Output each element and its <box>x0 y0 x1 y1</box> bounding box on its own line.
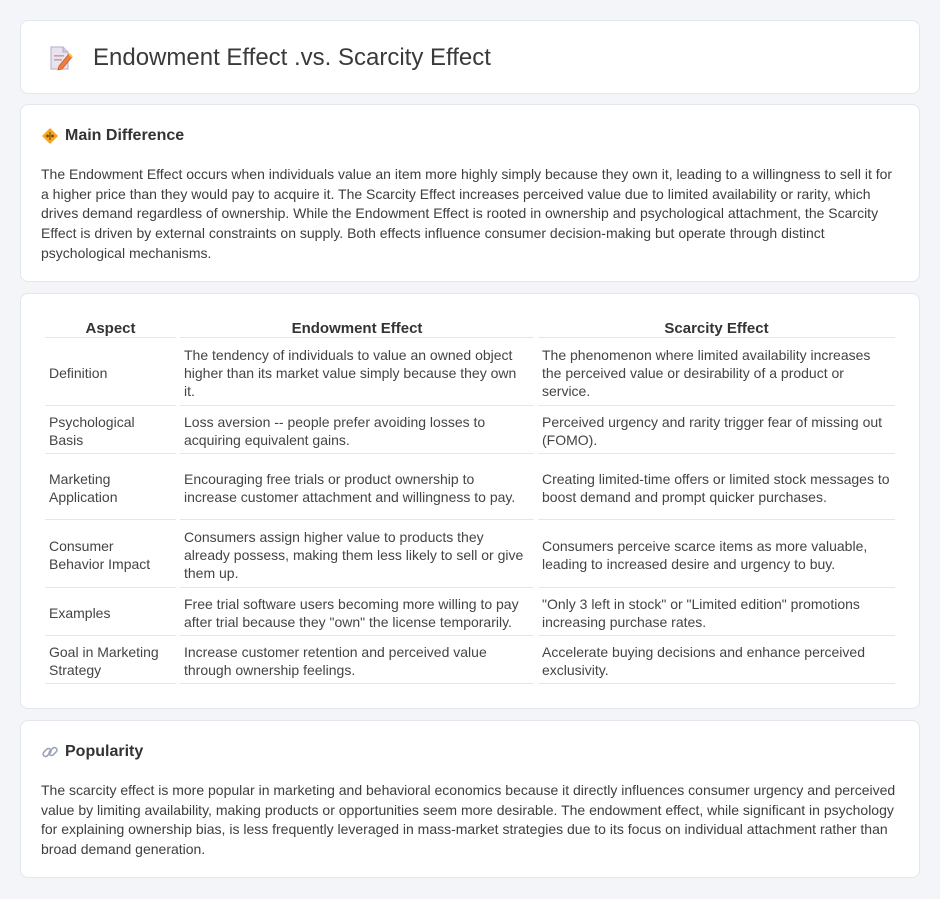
row-scarcity: Accelerate buying decisions and enhance perceived exclusivity. <box>538 638 895 684</box>
table-row <box>45 408 895 454</box>
header-scarcity: Scarcity Effect <box>538 316 895 338</box>
row-aspect: Examples <box>45 590 176 636</box>
row-aspect: Marketing Application <box>45 456 176 520</box>
popularity-heading <box>41 743 143 761</box>
document-edit-icon <box>47 45 73 71</box>
popularity-text: The scarcity effect is more popular in marketing and behavioral economics because it directly influences consumer urgency and perceived value by limiting availability, making products or opportunities seem more desirable. The endowment effect, while significant in psychology for explaining ownership bias, is less frequently leveraged in mass-market strategies due to its focus on individual attachment rather than broad demand generation. <box>41 782 896 858</box>
page-title: Endowment Effect .vs. Scarcity Effect <box>93 44 491 71</box>
header-endowment: Endowment Effect <box>180 316 534 338</box>
table-row <box>45 590 895 636</box>
table-header-row <box>45 316 895 338</box>
row-scarcity: "Only 3 left in stock" or "Limited edition" promotions increasing purchase rates. <box>538 590 895 636</box>
table-row <box>45 522 895 588</box>
title-card <box>20 20 920 94</box>
link-icon <box>41 743 59 761</box>
row-aspect: Goal in Marketing Strategy <box>45 638 176 684</box>
row-scarcity: The phenomenon where limited availability increases the perceived value or desirability of a product or service. <box>538 340 895 406</box>
row-endowment: Encouraging free trials or product ownership to increase customer attachment and willingness to pay. <box>180 456 534 520</box>
row-aspect: Consumer Behavior Impact <box>45 522 176 588</box>
popularity-title: Popularity <box>65 743 144 760</box>
table-row <box>45 638 895 684</box>
row-endowment: The tendency of individuals to value an owned object higher than its market value simply because they own it. <box>180 340 534 406</box>
main-difference-heading <box>41 127 184 145</box>
header-aspect: Aspect <box>45 316 176 338</box>
row-endowment: Consumers assign higher value to products they already possess, making them less likely to sell or give them up. <box>180 522 534 588</box>
comparison-table <box>41 314 899 686</box>
row-endowment: Free trial software users becoming more willing to pay after trial because they "own" the license temporarily. <box>180 590 534 636</box>
row-scarcity: Perceived urgency and rarity trigger fear of missing out (FOMO). <box>538 408 895 454</box>
main-difference-card <box>20 104 920 282</box>
diamond-warning-icon <box>41 127 59 145</box>
table-row <box>45 456 895 520</box>
row-aspect: Definition <box>45 340 176 406</box>
row-endowment: Loss aversion -- people prefer avoiding losses to acquiring equivalent gains. <box>180 408 534 454</box>
comparison-card <box>20 293 920 709</box>
row-aspect: Psychological Basis <box>45 408 176 454</box>
table-row <box>45 340 895 406</box>
row-scarcity: Consumers perceive scarce items as more valuable, leading to increased desire and urgency to buy. <box>538 522 895 588</box>
row-endowment: Increase customer retention and perceived value through ownership feelings. <box>180 638 534 684</box>
main-difference-text: The Endowment Effect occurs when individuals value an item more highly simply because they own it, leading to a willingness to sell it for a higher price than they would pay to acquire it. The Scarcity Effect increases perceived value due to limited availability or rarity, which drives demand regardless of ownership. While the Endowment Effect is rooted in ownership and psychological attachment, the Scarcity Effect is driven by external constraints on supply. Both effects influence consumer decision-making but operate through distinct psychological mechanisms. <box>41 166 893 261</box>
popularity-card <box>20 720 920 878</box>
row-scarcity: Creating limited-time offers or limited stock messages to boost demand and prompt quicker purchases. <box>538 456 895 520</box>
main-difference-title: Main Difference <box>65 127 185 144</box>
